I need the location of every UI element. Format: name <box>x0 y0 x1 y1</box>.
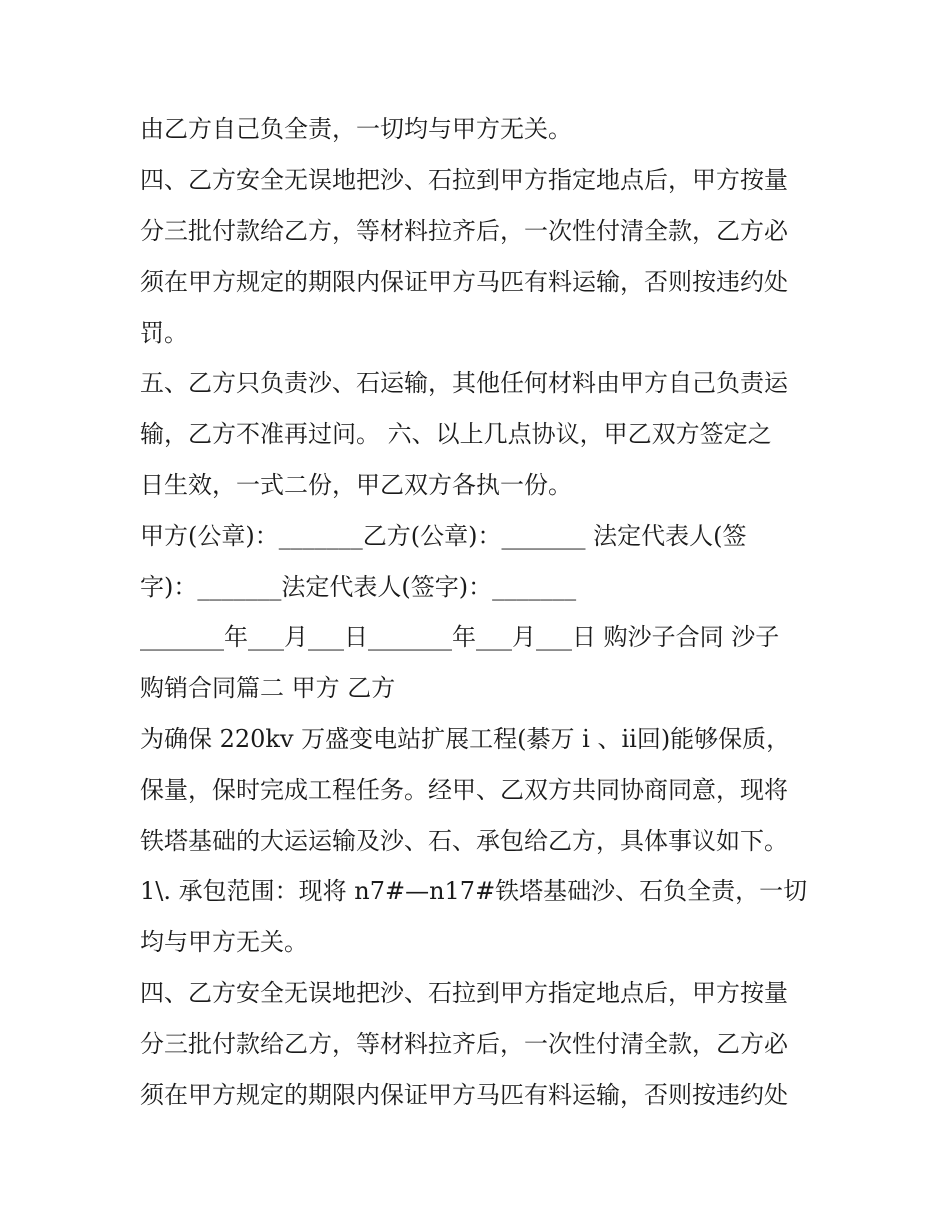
text-line: 须在甲方规定的期限内保证甲方马匹有料运输，否则按违约处 <box>140 1081 788 1109</box>
date-line: _______年___月___日_______年___月___日 购沙子合同 沙子 <box>140 623 780 651</box>
text-line: 均与甲方无关。 <box>140 928 308 956</box>
text-line: 四、乙方安全无误地把沙、石拉到甲方指定地点后，甲方按量 <box>140 166 788 194</box>
text-line: 由乙方自己负全责，一切均与甲方无关。 <box>140 115 572 143</box>
text-line: 输，乙方不准再过问。 六、以上几点协议，甲乙双方签定之 <box>140 420 772 448</box>
text-line: 五、乙方只负责沙、石运输，其他任何材料由甲方自己负责运 <box>140 369 788 397</box>
signature-line: 字)：_______法定代表人(签字)：_______ <box>140 573 577 601</box>
text-line: 保量，保时完成工程任务。经甲、乙双方共同协商同意，现将 <box>140 776 788 804</box>
signature-line: 甲方(公章)：_______乙方(公章)：_______ 法定代表人(签 <box>140 522 747 550</box>
text-line: 分三批付款给乙方，等材料拉齐后，一次性付清全款，乙方必 <box>140 217 788 245</box>
text-line: 1\. 承包范围：现将 n7#—n17#铁塔基础沙、石负全责，一切 <box>140 877 808 905</box>
text-line: 四、乙方安全无误地把沙、石拉到甲方指定地点后，甲方按量 <box>140 979 788 1007</box>
text-line: 铁塔基础的大运运输及沙、石、承包给乙方，具体事议如下。 <box>140 827 788 855</box>
section-heading: 购销合同篇二 甲方 乙方 <box>140 674 396 702</box>
text-line: 日生效，一式二份，甲乙双方各执一份。 <box>140 471 572 499</box>
text-line: 罚。 <box>140 319 188 347</box>
text-line: 须在甲方规定的期限内保证甲方马匹有料运输，否则按违约处 <box>140 268 788 296</box>
text-line: 为确保 220kv 万盛变电站扩展工程(綦万 ⅰ 、ⅱ回)能够保质， <box>140 725 791 753</box>
text-line: 分三批付款给乙方，等材料拉齐后，一次性付清全款，乙方必 <box>140 1030 788 1058</box>
